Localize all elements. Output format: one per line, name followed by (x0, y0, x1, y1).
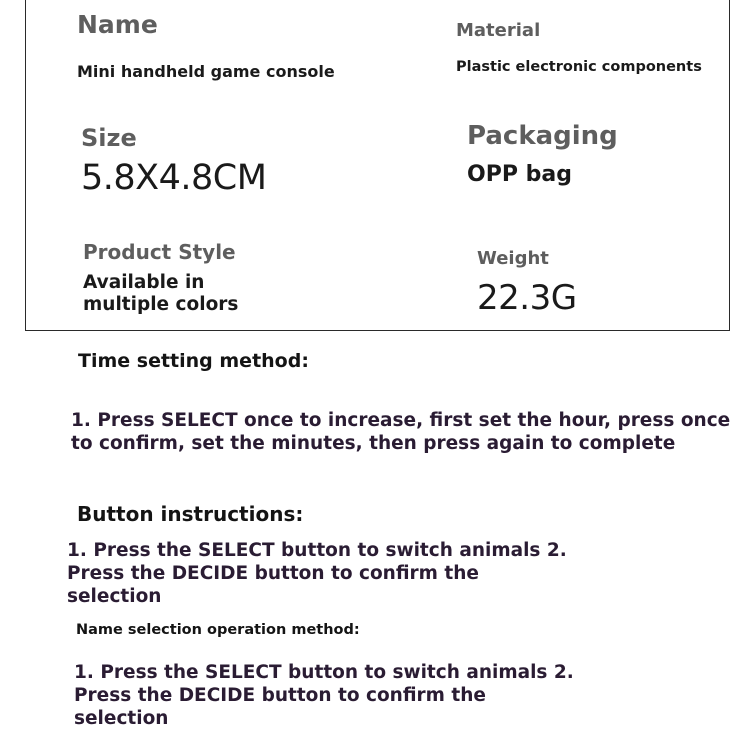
material-label: Material (456, 20, 541, 41)
name-selection-text: 1. Press the SELECT button to switch animals 2. Press the DECIDE button to confirm the selection (74, 662, 574, 729)
name-value: Mini handheld game console (77, 62, 335, 81)
product-style-value: Available in multiple colors (83, 272, 239, 315)
time-setting-text: 1. Press SELECT once to increase, first set the hour, press once to confirm, set the minutes, then press again to complete (71, 410, 731, 454)
size-label: Size (81, 124, 137, 152)
material-value: Plastic electronic components (456, 59, 702, 75)
name-label: Name (77, 10, 158, 39)
weight-label: Weight (477, 248, 549, 269)
name-selection-heading: Name selection operation method: (76, 622, 360, 638)
weight-value: 22.3G (477, 278, 577, 318)
packaging-label: Packaging (467, 121, 618, 151)
size-value: 5.8X4.8CM (81, 158, 267, 198)
time-setting-heading: Time setting method: (78, 350, 309, 372)
button-instructions-heading: Button instructions: (77, 502, 304, 526)
packaging-value: OPP bag (467, 162, 572, 187)
button-instructions-text: 1. Press the SELECT button to switch animals 2. Press the DECIDE button to confirm the selection (67, 540, 567, 607)
product-style-label: Product Style (83, 240, 236, 264)
